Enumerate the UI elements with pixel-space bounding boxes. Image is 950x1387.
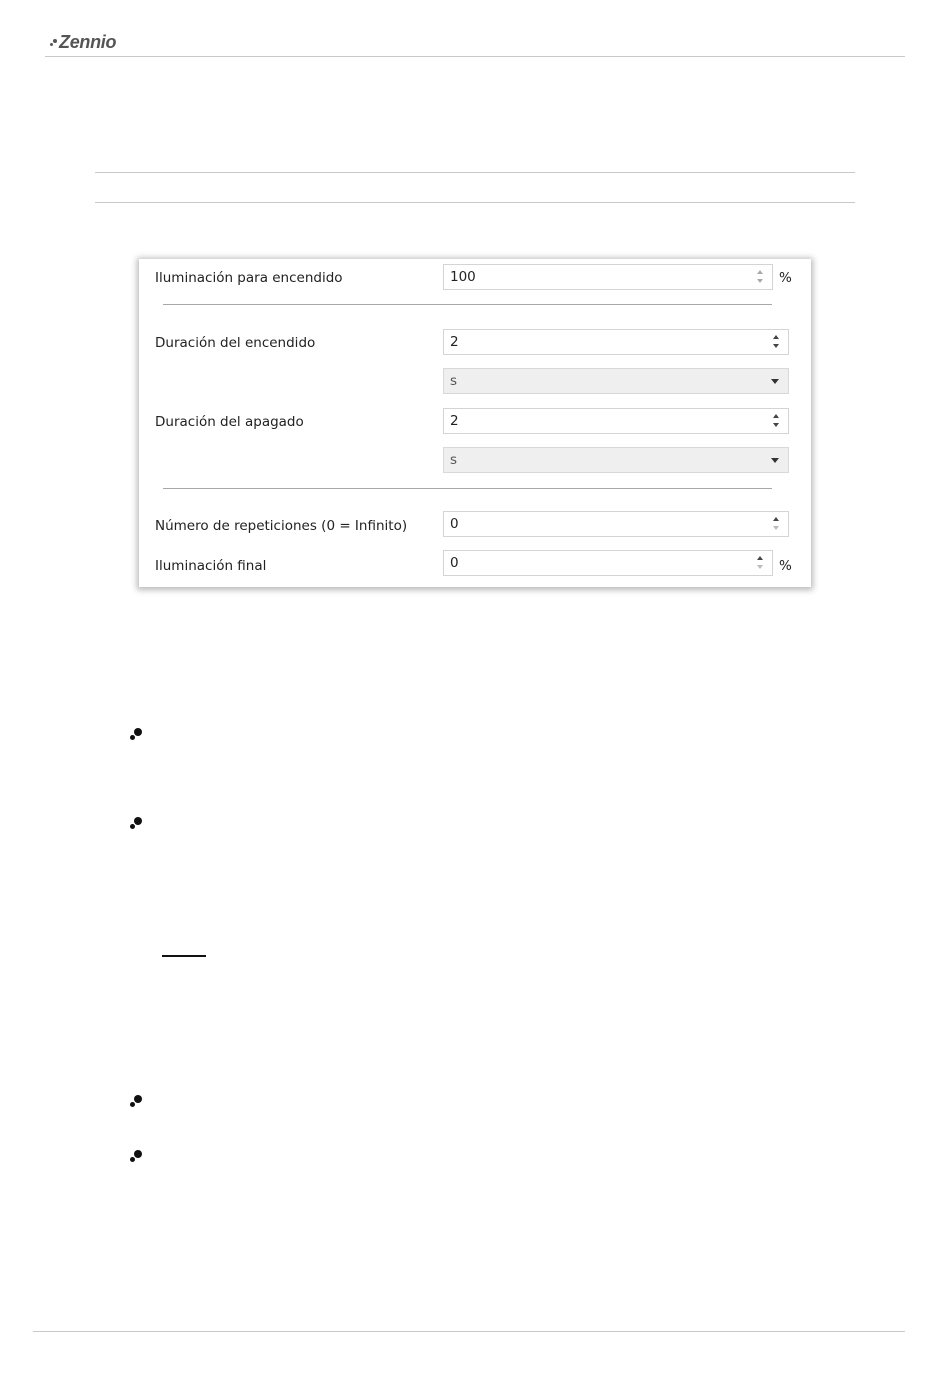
bullet-icon <box>129 726 143 742</box>
brand-name: Zennio <box>59 32 117 52</box>
label-iluminacion-final: Iluminación final <box>155 558 267 574</box>
numero-repeticiones-input[interactable] <box>443 511 789 537</box>
header-rule <box>45 56 905 57</box>
chevron-down-icon <box>771 379 779 384</box>
duracion-apagado-value: 2 <box>450 413 459 429</box>
parameter-panel <box>139 259 811 587</box>
zennio-logo <box>50 32 116 53</box>
iluminacion-encendido-value: 100 <box>450 269 476 285</box>
unit-percent: % <box>779 558 792 574</box>
chevron-down-icon <box>771 458 779 463</box>
label-numero-repeticiones: Número de repeticiones (0 = Infinito) <box>155 518 408 534</box>
bullet-icon <box>129 1093 143 1109</box>
iluminacion-final-value: 0 <box>450 555 459 571</box>
label-duracion-apagado: Duración del apagado <box>155 414 304 430</box>
duracion-encendido-input[interactable] <box>443 329 789 355</box>
separator <box>163 304 772 305</box>
duracion-encendido-value: 2 <box>450 334 459 350</box>
spinner-icon[interactable] <box>772 333 782 351</box>
separator <box>163 488 772 489</box>
duracion-apagado-unit-value: s <box>450 452 458 468</box>
footer-rule <box>33 1331 905 1332</box>
duracion-encendido-unit-value: s <box>450 373 458 389</box>
caption-rule-bottom <box>95 202 855 203</box>
unit-percent: % <box>779 270 792 286</box>
duracion-apagado-input[interactable] <box>443 408 789 434</box>
label-duracion-encendido: Duración del encendido <box>155 335 316 351</box>
underline-mark <box>162 955 206 957</box>
caption-rule-top <box>95 172 855 173</box>
spinner-icon[interactable] <box>756 268 766 286</box>
spinner-icon[interactable] <box>772 412 782 430</box>
label-iluminacion-encendido: Iluminación para encendido <box>155 270 343 286</box>
spinner-icon[interactable] <box>772 515 782 533</box>
spinner-icon[interactable] <box>756 554 766 572</box>
duracion-apagado-unit-select[interactable] <box>443 447 789 473</box>
bullet-icon <box>129 815 143 831</box>
iluminacion-final-input[interactable] <box>443 550 773 576</box>
numero-repeticiones-value: 0 <box>450 516 459 532</box>
logo-dots-icon <box>50 37 58 49</box>
duracion-encendido-unit-select[interactable] <box>443 368 789 394</box>
bullet-icon <box>129 1148 143 1164</box>
iluminacion-encendido-input[interactable] <box>443 264 773 290</box>
